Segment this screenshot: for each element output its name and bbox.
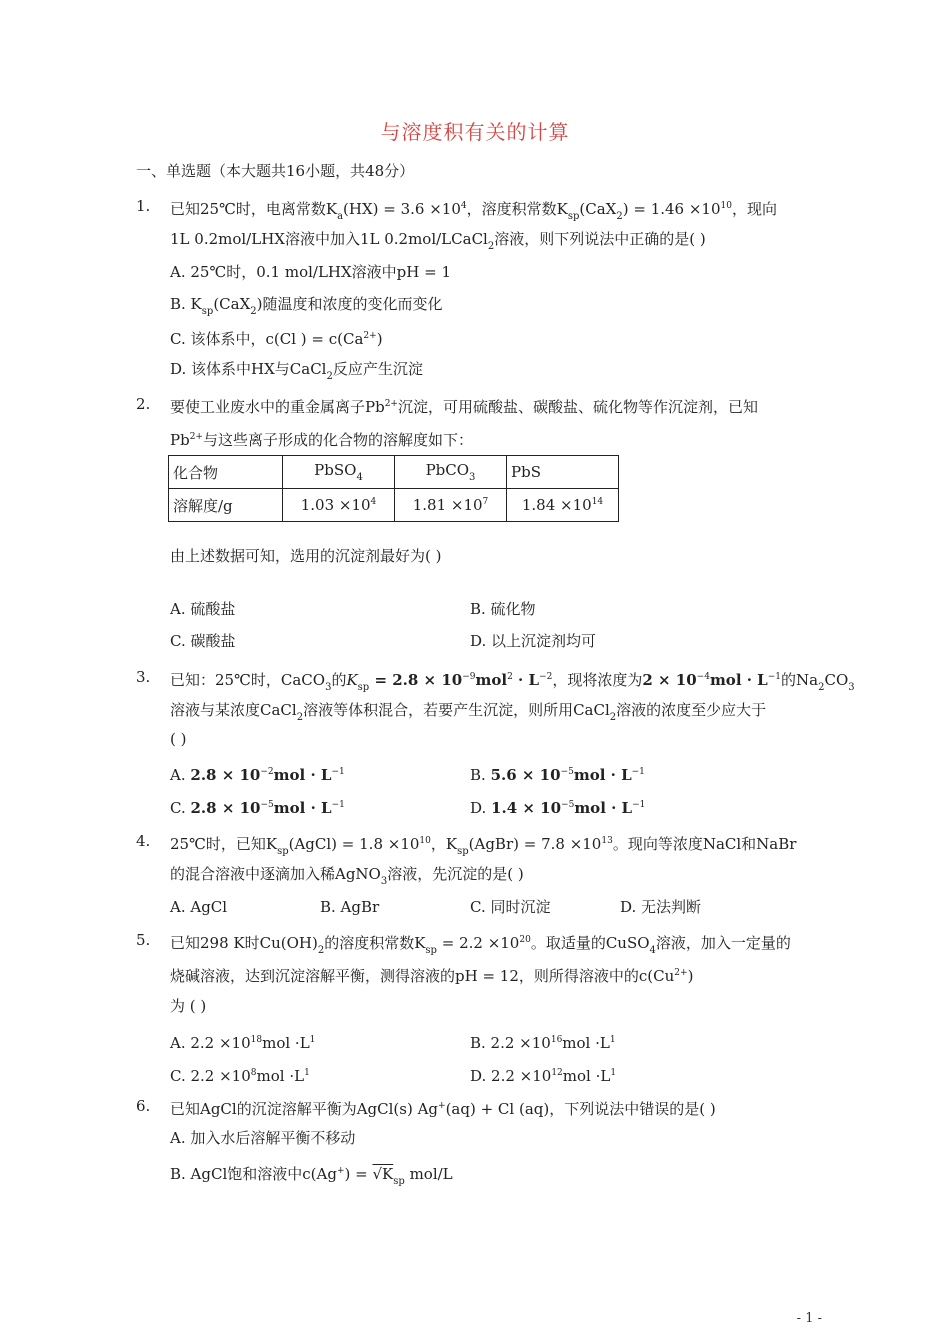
question-1-option-d: D. 该体系中HX与CaCl$_2$反应产生沉淀	[170, 360, 423, 382]
table-header-cell: 化合物	[169, 456, 283, 489]
question-6-option-a: A. 加入水后溶解平衡不移动	[170, 1129, 356, 1147]
table-cell: $1.03 \times 10^4$	[283, 489, 395, 522]
question-6-option-b: B. AgCl饱和溶液中$c(Ag^+) = √K_{sp}$ mol/L	[170, 1165, 453, 1187]
question-5-stem-line-3: 为 ( )	[170, 997, 207, 1015]
question-6-number: 6.	[136, 1097, 151, 1115]
question-3-stem-line-1: 已知：25℃时，CaCO$_3$的$K_{sp} = 2.8 \times 10^{-9}mol^2 \cdot L^{-2}$，现将浓度为$2 \times 10^{-4}mol \cdot L^{-1}$的$Na_2CO_3$	[170, 671, 855, 693]
question-3-option-d: D. $1.4 \times 10^{-5}mol \cdot L^{-1}$	[470, 799, 646, 817]
table-cell: 溶解度/g	[169, 489, 283, 522]
table-header-cell: PbSO$_4$	[283, 456, 395, 489]
question-2-stem-line-1: 要使工业废水中的重金属离子$Pb^{2+}$沉淀，可用硫酸盐、碳酸盐、硫化物等作沉淀剂，已知	[170, 398, 758, 416]
question-2-option-c: C. 碳酸盐	[170, 632, 236, 650]
question-2-stem-line-3: 由上述数据可知，选用的沉淀剂最好为( )	[170, 547, 442, 565]
table-cell: $1.84 \times 10^{14}$	[507, 489, 619, 522]
question-4-stem-line-2: 的混合溶液中逐滴加入稀AgNO$_3$溶液，先沉淀的是( )	[170, 865, 524, 887]
question-1-stem-line-1: 已知25℃时，电离常数$K_a(HX) = 3.6 \times 10^4$，溶度积常数$K_{sp}(CaX_2) = 1.46 \times 10^{10}$，现向	[170, 200, 777, 222]
question-5-option-d: D. $2.2 \times 10^{12}mol \cdot L^1$	[470, 1067, 617, 1085]
question-5-number: 5.	[136, 931, 151, 949]
question-1-option-c: C. 该体系中，c(Cl ) = $c(Ca^{2+})$	[170, 330, 383, 348]
page-title: 与溶度积有关的计算	[380, 120, 570, 144]
page-number: - 1 -	[796, 1311, 822, 1326]
question-1-option-a: A. 25℃时，0.1 mol/LHX溶液中pH = 1	[170, 263, 452, 281]
table-row	[169, 456, 619, 489]
question-5-option-a: A. $2.2 \times 10^{18}mol \cdot L^1$	[170, 1034, 316, 1052]
question-4-option-b: B. AgBr	[320, 898, 380, 916]
question-3-stem-line-2: 溶液与某浓度CaCl$_2$溶液等体积混合，若要产生沉淀，则所用CaCl$_2$溶液的浓度至少应大于	[170, 701, 767, 723]
question-5-option-b: B. $2.2 \times 10^{16}mol \cdot L^1$	[470, 1034, 616, 1052]
table-header-cell: PbCO$_3$	[395, 456, 507, 489]
section-heading: 一、单选题（本大题共16小题，共48分）	[136, 162, 415, 180]
question-4-option-a: A. AgCl	[170, 898, 228, 916]
question-2-stem-line-2: $Pb^{2+}$与这些离子形成的化合物的溶解度如下：	[170, 431, 473, 449]
question-4-stem-line-1: 25℃时，已知$K_{sp}(AgCl) = 1.8 \times 10^{10}$，$K_{sp}(AgBr) = 7.8 \times 10^{13}$。现向等浓度NaCl和NaBr	[170, 835, 797, 857]
question-5-stem-line-2: 烧碱溶液，达到沉淀溶解平衡，测得溶液的pH = 12，则所得溶液中的$c(Cu^{2+})$	[170, 967, 694, 985]
question-6-stem-line-1: 已知AgCl的沉淀溶解平衡为AgCl(s) Ag+(aq) + Cl (aq)，下列说法中错误的是( )	[170, 1100, 716, 1118]
question-2-option-b: B. 硫化物	[470, 600, 536, 618]
question-3-option-a: A. $2.8 \times 10^{-2}mol \cdot L^{-1}$	[170, 766, 345, 784]
question-4-number: 4.	[136, 832, 151, 850]
question-3-option-b: B. $5.6 \times 10^{-5}mol \cdot L^{-1}$	[470, 766, 645, 784]
question-3-number: 3.	[136, 668, 151, 686]
question-1-number: 1.	[136, 197, 151, 215]
question-1-option-b: B. $K_{sp}(CaX_2)$随温度和浓度的变化而变化	[170, 295, 443, 317]
table-row	[169, 489, 619, 522]
question-5-stem-line-1: 已知298 K时$Cu(OH)_2$的溶度积常数$K_{sp} = 2.2 \times 10^{20}$。取适量的CuSO$_4$溶液，加入一定量的	[170, 934, 791, 956]
question-2-option-a: A. 硫酸盐	[170, 600, 236, 618]
question-1-stem-line-2: 1L 0.2mol/LHX溶液中加入1L 0.2mol/LCaCl$_2$溶液，则下列说法中正确的是( )	[170, 230, 706, 252]
table-cell: $1.81 \times 10^7$	[395, 489, 507, 522]
solubility-table	[168, 455, 619, 522]
question-2-number: 2.	[136, 395, 151, 413]
question-2-option-d: D. 以上沉淀剂均可	[470, 632, 597, 650]
question-5-option-c: C. $2.2 \times 10^8mol \cdot L^1$	[170, 1067, 310, 1085]
question-4-option-d: D. 无法判断	[620, 898, 702, 916]
question-4-option-c: C. 同时沉淀	[470, 898, 551, 916]
question-3-stem-line-3: ( )	[170, 730, 187, 748]
question-3-option-c: C. $2.8 \times 10^{-5}mol \cdot L^{-1}$	[170, 799, 345, 817]
table-header-cell: PbS	[507, 456, 619, 489]
